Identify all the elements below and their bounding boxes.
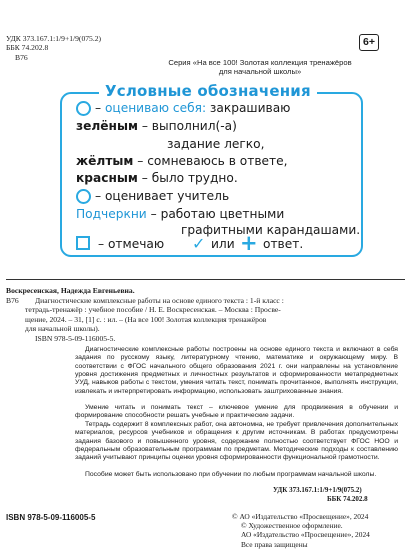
legend-dash: – <box>95 101 102 115</box>
copyright-line-4: Все права защищены <box>241 539 308 549</box>
legend-fill-text: закрашиваю <box>209 101 291 115</box>
biblio-isbn: ISBN 978-5-09-116005-5. <box>35 333 116 343</box>
legend-underline-label: Подчеркни <box>76 207 147 221</box>
legend-title: Условные обозначения <box>99 82 317 100</box>
legend-green-text: – выполнил(-а) <box>141 119 237 133</box>
legend-row-easy <box>167 136 265 152</box>
legend-pencils-text: графитными карандашами. <box>181 223 361 237</box>
biblio-line-3: щение, 2024. – 31, [1] с. : ил. – (На все 100! Золотая коллекция тренажёров <box>25 314 267 324</box>
series-line-1: Серия «На все 100! Золотая коллекция тренажёров <box>168 58 352 67</box>
footer-udk: УДК 373.167.1:1/9+1/9(075.2) <box>273 486 362 494</box>
square-icon <box>76 236 90 250</box>
legend-row-red <box>76 170 238 186</box>
legend-mark-text: – отмечаю <box>98 237 165 251</box>
legend-self-assess-label: оцениваю себя: <box>104 101 207 115</box>
legend-row-teacher <box>95 188 229 204</box>
annotation-paragraph-3: Тетрадь содержит 8 комплексных работ, она автономна, не требует привлечения дополнительных материалов, ресурсов учебников и обращения к другим источникам. В работах предусмотрены задания базового и повышенного уровня, содержание полностью соответствует ФГОС НОО и федеральным образовательным программам по предметам. Методические подходы к составлению заданий учитывают принципы оценки уровня сформированности функциональной грамотности. <box>75 421 398 462</box>
circle-icon <box>76 101 91 116</box>
footer-classification <box>273 486 368 504</box>
legend-teacher-text: – оценивает учитель <box>95 189 230 203</box>
legend-yellow-text: – сомневаюсь в ответе, <box>137 154 288 168</box>
legend-easy-text: задание легко, <box>167 137 265 151</box>
checkmark-icon: ✓ <box>192 234 206 253</box>
bbk-code: ББК 74.202.8 <box>6 43 49 53</box>
biblio-line-2: тетрадь-тренажёр : учебное пособие / Н. Е. Воскресенская. – Москва : Просве- <box>25 305 281 315</box>
biblio-code: В76 <box>6 296 19 305</box>
biblio-line-4: для начальной школы). <box>25 324 100 334</box>
age-rating-badge: 6+ <box>359 34 379 51</box>
legend-red-label: красным <box>76 171 138 185</box>
plus-icon: + <box>240 231 258 255</box>
legend-row-self-assess <box>95 100 290 116</box>
legend-row-mark <box>98 236 164 252</box>
circle-icon <box>76 189 91 204</box>
legend-green-label: зелёным <box>76 119 138 133</box>
copyright-block <box>232 512 370 549</box>
footer-bbk: ББК 74.202.8 <box>327 495 368 503</box>
legend-or-text: или <box>211 237 235 251</box>
biblio-author: Воскресенская, Надежда Евгеньевна. <box>6 286 135 295</box>
annotation-paragraph-4: Пособие может быть использовано при обучении по любым программам начальной школы. <box>85 471 377 478</box>
legend-red-text: – было трудно. <box>141 171 238 185</box>
annotation-paragraph-1: Диагностические комплексные работы построены на основе единого текста и включают в себя задания по русскому языку, литературному чтению, математике и окружающему миру. В соответствии с ФГОС начального общего образования 2021 г. они направлены на установление уровня достижения предметных и личностных результатов и сформированности метапредметных УУД, навыков работы с текстом, умения читать текст, понимать прочитанное, выполнять инструкции, извлекать и интерпретировать информацию, использовать заштрихованные знания. <box>75 346 398 395</box>
series-title <box>120 58 400 77</box>
legend-underline-text: – работаю цветными <box>150 207 285 221</box>
legend-row-underline <box>76 206 284 222</box>
udk-block <box>6 34 101 62</box>
copyright-line-3: АО «Издательство «Просвещение», 2024 <box>241 530 370 540</box>
legend-yellow-label: жёлтым <box>76 154 134 168</box>
biblio-line-1: Диагностические комплексные работы на основе единого текста : 1-й класс : <box>35 296 284 305</box>
biblio-description <box>25 296 405 343</box>
copyright-line-2: © Художественное оформление. <box>241 521 343 531</box>
legend-row-yellow <box>76 153 287 169</box>
footer-isbn: ISBN 978-5-09-116005-5 <box>6 513 96 522</box>
copyright-line-1: © АО «Издательство «Просвещение», 2024 <box>232 512 369 521</box>
udk-code: УДК 373.167.1:1/9+1/9(075.2) <box>6 34 102 43</box>
author-code: В76 <box>15 52 28 62</box>
annotation-paragraph-2: Умение читать и понимать текст – ключевое умение для продвижения в обучении и формирование способности решать учебные и практические задачи. <box>75 404 398 420</box>
divider-line <box>6 279 405 280</box>
legend-row-green <box>76 118 237 134</box>
series-line-2: для начальной школы» <box>218 67 302 77</box>
legend-answer-text: ответ. <box>263 237 304 251</box>
